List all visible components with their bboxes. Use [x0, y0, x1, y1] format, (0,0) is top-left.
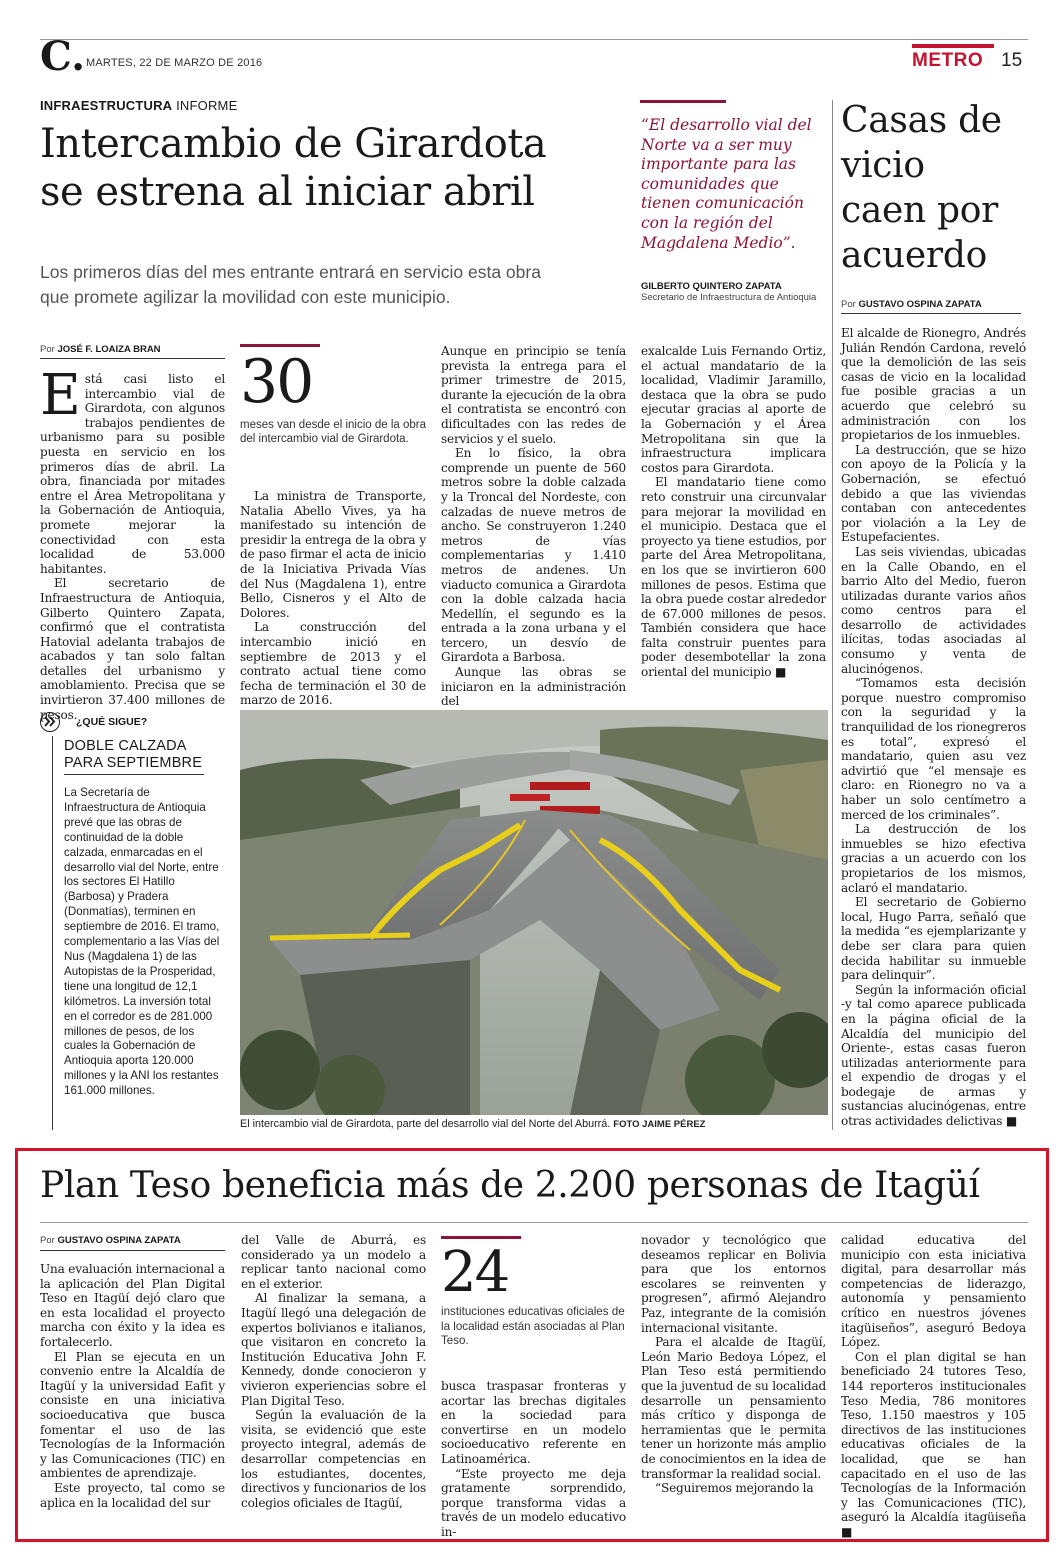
issue-date: MARTES, 22 DE MARZO DE 2016: [86, 57, 263, 69]
right-p6: El secretario de Gobierno local, Hugo Parra, señaló que la medida “es ejemplarizante y debe ser clara para quien decida habilitar su inmueble para delinquir”.: [841, 895, 1026, 983]
page-number: 15: [1001, 50, 1023, 71]
right-headline: [841, 98, 1031, 278]
quote-role: Secretario de Infraestructura de Antioquia: [641, 292, 817, 303]
bottom-col2-p3: Según la evaluación de la visita, se evidenció que este proyecto integral, además de desarrollar competencias en los estudiantes, docentes, directivos y funcionarios de los colegios oficiales de Itagüí,: [241, 1408, 426, 1510]
bottom-col4: [641, 1233, 826, 1496]
sidebar-text: La Secretaría de Infraestructura de Antioquia prevé que las obras de continuidad de la doble calzada, enmarcadas en el desarrollo vial del Norte, entre los sectores El Hatillo (Barbosa) y Pradera (Donmatías), terminen en septiembre de 2016. El tramo, complementario a las Vías del Nus (Magdalena 1) de las Autopistas de la Prosperidad, tiene una longitud de 12,1 kilómetros. La inversión total en el corredor es de 281.000 millones de pesos, de los cuales la Gobernación de Antioquia aporta 120.000 millones y la ANI los restantes 161.000 millones.: [64, 786, 220, 1098]
bottom-headline: Plan Teso beneficia más de 2.200 personas de Itagüí: [40, 1165, 980, 1206]
sidebar-title-line2: PARA SEPTIEMBRE: [64, 755, 203, 771]
bottom-col4-p2: Para el alcalde de Itagüí, León Mario Bedoya López, el Plan Teso está permitiendo que la juventud de su localidad desarrolle un pensamiento más crítico y disponga de herramientas que le permita tener un horizonte más amplio de conocimientos en la idea de transformar la realidad social.: [641, 1335, 826, 1481]
bottom-col5-p2: Con el plan digital se han beneficiado 24 tutores Teso, 144 reporteros institucionales Teso Media, 786 monitores Teso, 1.150 maestros y 105 directivos de las instituciones educativas oficiales de la localidad, que se han capacitado en el uso de las Tecnologías de la Información y las Comunicaciones (TIC), aseguró la Alcaldía itagüiseña ■: [841, 1349, 1026, 1539]
bottom-byline: [40, 1235, 181, 1246]
section-color-bar: [912, 44, 994, 48]
pull-quote: “El desarrollo vial del Norte va a ser muy importante para las comunidades que tienen comunicación con la región del Magdalena Medio”.: [641, 116, 812, 252]
sidebar-title-line1: DOBLE CALZADA: [64, 738, 187, 754]
main-col3-p2: En lo físico, la obra comprende un puente de 560 metros sobre la doble calzada y la Troncal del Nordeste, con calzadas de nueve metros de ancho. Se construyeron 1.240 metros de vías complementarias y 1.410 metros de andenes. Un viaducto comunica a Girardota con la doble calzada hacia Medellín, el segundo es la entrada a la zona urbana y el tercero, un desvío de Girardota a Barbosa.: [441, 446, 626, 665]
bottom-stat-text: instituciones educativas oficiales de la localidad están asociadas al Plan Teso.: [441, 1305, 625, 1347]
bottom-col1-p1: Una evaluación internacional a la aplicación del Plan Digital Teso en Itagüí dejó claro que en esta localidad el proyecto marcha con éxito y la idea es fortalecerlo.: [40, 1262, 225, 1349]
right-body: [841, 326, 1026, 1129]
main-headline-line2: se estrena al iniciar abril: [40, 169, 535, 215]
main-headline: [40, 120, 630, 216]
bottom-col2-p1: del Valle de Aburrá, es considerado ya un modelo a replicar tanto nacional como en el exterior.: [241, 1233, 426, 1291]
sidebar-box: [40, 712, 225, 1130]
right-p1: El alcalde de Rionegro, Andrés Julián Rendón Cardona, reveló que la demolición de las seis casas de vicio en la localidad fue posible gracias a un acuerdo que celebró su administración con los propietarios de los inmuebles.: [841, 326, 1026, 443]
bottom-col3-p1: busca traspasar fronteras y acortar las brechas digitales en la sociedad para convertirse en un modelo socioeducativo referente en Latinoamérica.: [441, 1379, 626, 1466]
main-stat-number: 30: [240, 347, 313, 417]
main-col4: [641, 344, 826, 680]
right-headline-line3: caen por: [841, 190, 999, 231]
main-col2-p2: La construcción del intercambio inició en septiembre de 2013 y el contrato actual tiene como fecha de terminación el 30 de marzo de 2016.: [240, 620, 426, 708]
bottom-byline-name: GUSTAVO OSPINA ZAPATA: [57, 1235, 181, 1246]
kicker-topic: INFRAESTRUCTURA: [40, 98, 173, 113]
bottom-col4-p1: novador y tecnológico que deseamos replicar en Bolivia para que los entornos escolares se reinventen y progresen”, afirmó Alejandro Paz, integrante de la comisión internacional visitante.: [641, 1233, 826, 1335]
main-col3: [441, 344, 626, 709]
section-name: METRO: [912, 50, 984, 71]
right-headline-line2: vicio: [841, 145, 925, 186]
bottom-byline-prefix: Por: [40, 1235, 55, 1246]
right-p2: La destrucción, que se hizo con apoyo de la Policía y la Gobernación, se efectuó debido a que las viviendas contaban con antecedentes por violación a la Ley de Estupefacientes.: [841, 442, 1026, 545]
bottom-col3-p2: “Este proyecto me deja gratamente sorprendido, porque transforma vidas a través de un modelo educativo in-: [441, 1466, 626, 1539]
main-stat-text: meses van desde el inicio de la obra del intercambio vial de Girardota.: [240, 419, 427, 445]
sidebar-label: ¿QUÉ SIGUE?: [76, 716, 148, 728]
bottom-col5: [841, 1233, 1026, 1539]
bottom-col2: [241, 1233, 426, 1510]
quote-author: GILBERTO QUINTERO ZAPATA: [641, 281, 782, 292]
bottom-col1-p3: Este proyecto, tal como se aplica en la localidad del sur: [40, 1480, 225, 1510]
right-headline-line4: acuerdo: [841, 235, 987, 276]
main-col1: [40, 363, 225, 722]
main-col1-p1: [40, 363, 225, 576]
interchange-photo: [240, 710, 828, 1115]
main-col2-p1: La ministra de Transporte, Natalia Abello Vives, ya ha manifestado su intención de presidir la entrega de la obra y de paso firmar el acta de inicio de la Iniciativa Privada Vías del Nus (Magdalena 1), entre Bello, Cisneros y el Alto de Dolores.: [240, 489, 426, 620]
drop-cap: E: [40, 363, 81, 428]
right-byline: [841, 299, 982, 310]
photo-caption-text: El intercambio vial de Girardota, parte del desarrollo vial del Norte del Aburrá.: [240, 1118, 611, 1130]
bottom-col1-p2: El Plan se ejecuta en un convenio entre la Alcaldía de Itagüí y la universidad Eafit y consiste en una iniciativa socioeducativa que busca fomentar el uso de las Tecnologías de la Información y las Comunicaciones (TIC) en ambientes de aprendizaje.: [40, 1349, 225, 1481]
byline-name: JOSÉ F. LOAIZA BRAN: [57, 344, 161, 355]
right-p5: La destrucción de los inmuebles se hizo efectiva gracias a un acuerdo con los propietarios de los mismos, aclaró el mandatario.: [841, 822, 1026, 895]
right-byline-name: GUSTAVO OSPINA ZAPATA: [858, 299, 982, 310]
byline-prefix: Por: [40, 344, 55, 355]
bottom-col1: [40, 1262, 225, 1510]
right-byline-prefix: Por: [841, 299, 856, 310]
main-deck: [40, 260, 630, 310]
main-col1-p2: El secretario de Infraestructura de Antioquia, Gilberto Quintero Zapata, confirmó que el contratista Hatovial adelanta trabajos de acabados y tan solo faltan detalles del urbanismo y amoblamiento. Precisa que se invirtieron 37.400 millones de pesos.: [40, 576, 225, 722]
sidebar-title: [64, 738, 202, 772]
bottom-col3: [441, 1379, 626, 1540]
right-p3: Las seis viviendas, ubicadas en la Calle Obando, en el barrio Alto del Medio, fueron utilizadas durante varios años como centros para el desarrollo de actividades ilícitas, todas asociadas al consumo y venta de alucinógenos.: [841, 544, 1026, 676]
photo-credit: FOTO JAIME PÉREZ: [613, 1119, 706, 1130]
right-p4: “Tomamos esta decisión porque nuestro compromiso con la seguridad y la tranquilidad de los rionegreros es total”, expresó el mandatario, quien asu vez advirtió que “el mensaje es claro: en Rionegro no va a haber un solo centímetro a merced de los criminales”.: [841, 676, 1026, 822]
main-deck-line2: que promete agilizar la movilidad con este municipio.: [40, 287, 451, 307]
main-col1-p1-text: stá casi listo el intercambio vial de Girardota, con algunos trabajos pendientes de urbanismo para su posible puesta en servicio en los primeros días de abril. La obra, financiada por mitades entre el Área Metropolitana y la Gobernación de Antioquia, promete mejorar la conectividad con esta localidad de 53.000 habitantes.: [40, 372, 225, 576]
newspaper-logo: [40, 33, 86, 80]
kicker-type: INFORME: [176, 98, 238, 113]
bottom-col2-p2: Al finalizar la semana, a Itagüí llegó una delegación de expertos bolivianos e italianos, que visitaron en concreto la Institución Educativa John F. Kennedy, donde conocieron y vivieron experiencias sobre el Plan Digital Teso.: [241, 1291, 426, 1408]
main-col3-p1: Aunque en principio se tenía prevista la entrega para el primer trimestre de 2015, durante la ejecución de la obra el contratista se encontró con dificultades con las redes de servicios y el suelo.: [441, 344, 626, 446]
main-byline: [40, 344, 161, 355]
main-col3-p3: Aunque las obras se iniciaron en la administración del: [441, 665, 626, 709]
photo-caption: [240, 1118, 840, 1130]
bottom-col5-p1: calidad educativa del municipio con esta iniciativa digital, para desarrollar más competencias de liderazgo, autonomía y pensamiento crítico en nuestros jóvenes itagüiseños”, aseguró Bedoya López.: [841, 1233, 1026, 1350]
right-p7: Según la información oficial -y tal como aparece publicada en la página oficial de la Alcaldía del municipio del Oriente-, estas casas fueron utilizadas anteriormente para el expendio de drogas y el bodegaje de armas y sustancias alucinógenas, entre otras actividades delictivas ■: [841, 982, 1026, 1129]
bottom-stat-number: 24: [441, 1240, 509, 1305]
right-headline-line1: Casas de: [841, 100, 1002, 141]
kicker: [40, 98, 237, 113]
main-col2: [240, 489, 426, 708]
main-deck-line1: Los primeros días del mes entrante entrará en servicio esta obra: [40, 262, 541, 282]
main-col4-p2: El mandatario tiene como reto construir una circunvalar para mejorar la movilidad en el municipio. Destaca que el proyecto ya tiene estudios, por parte del Área Metropolitana, en los que se invirtieron 600 millones de pesos. Estima que la obra puede costar alrededor de 67.000 millones de pesos. También considera que hace falta construir puentes para poder desembotellar la zona oriental del municipio ■: [641, 475, 826, 680]
logo-letter: C.: [40, 33, 86, 80]
double-chevron-icon: [40, 712, 60, 732]
bottom-col4-p3: “Seguiremos mejorando la: [655, 1481, 814, 1496]
main-headline-line1: Intercambio de Girardota: [40, 121, 547, 167]
main-col4-p1: exalcalde Luis Fernando Ortiz, el actual mandatario de la localidad, Vladimir Jaramillo, destaca que la obra se pudo ejecutar gracias al aporte de la Gobernación y el Área Metropolitana sin que la infraestructura implicara costos para Girardota.: [641, 344, 826, 475]
